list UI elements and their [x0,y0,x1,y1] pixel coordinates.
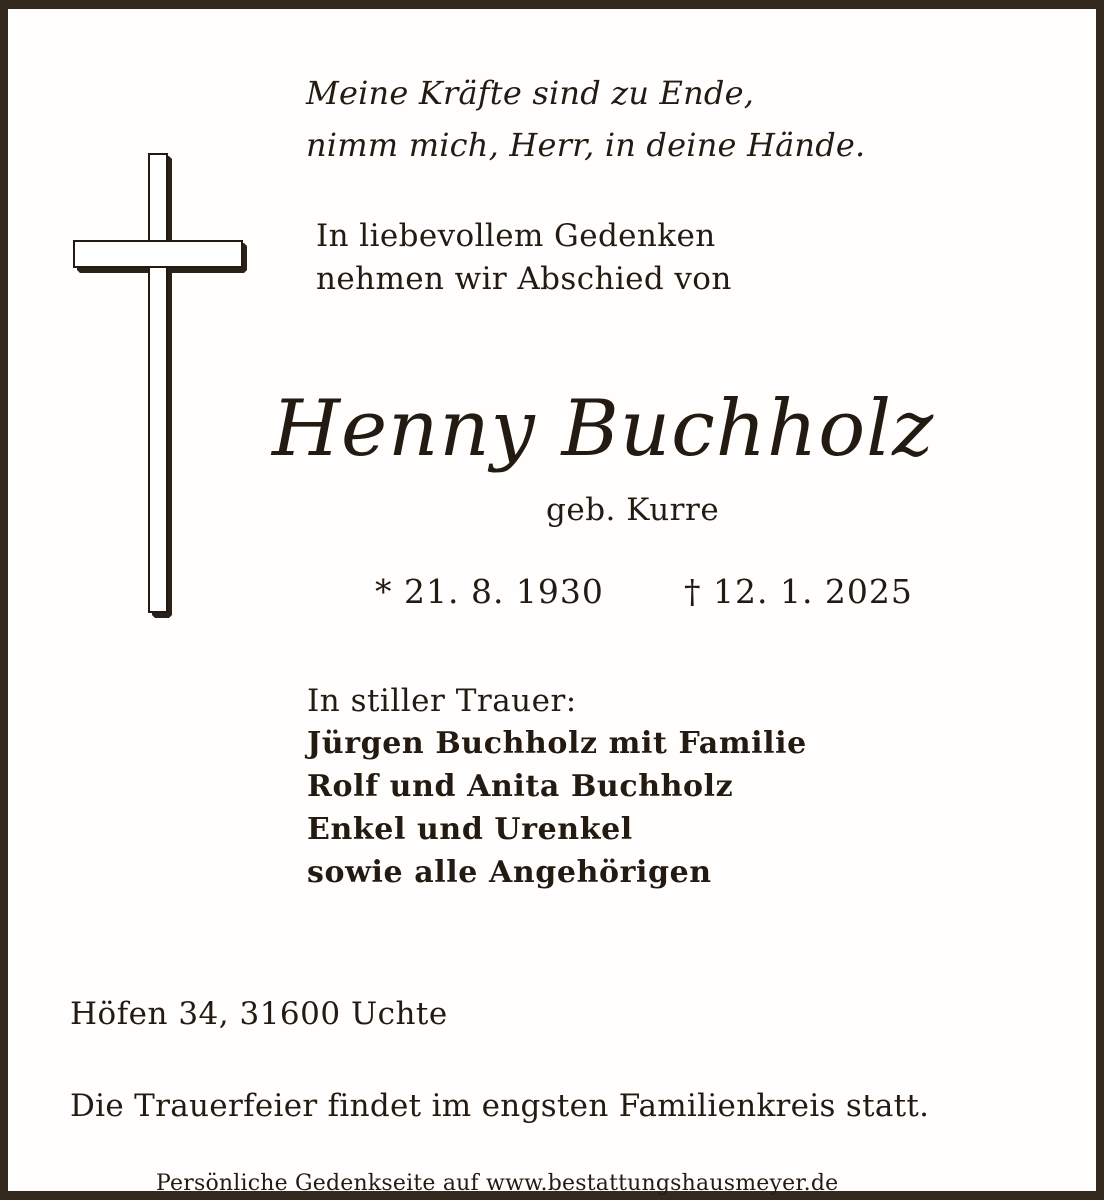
mourner-entry: Enkel und Urenkel [307,812,633,847]
verse-line-1: Meine Kräfte sind zu Ende, [306,74,755,112]
intro-text [316,215,732,301]
verse [306,67,865,171]
ceremony-note: Die Trauerfeier findet im engsten Familienkreis statt. [70,1088,930,1124]
address: Höfen 34, 31600 Uchte [70,996,448,1032]
mourners-list [307,722,807,894]
memorial-page-link[interactable]: Persönliche Gedenkseite auf www.bestattungshausmeyer.de [156,1171,839,1196]
intro-line-2: nehmen wir Abschied von [316,261,732,297]
latin-cross-icon [68,149,258,629]
birth-date: * 21. 8. 1930 [375,572,604,611]
mourners-label: In stiller Trauer: [307,683,577,719]
mourner-entry: Rolf und Anita Buchholz [307,769,734,804]
mourner-entry: sowie alle Angehörigen [307,855,712,890]
maiden-name: geb. Kurre [546,492,720,528]
verse-line-2: nimm mich, Herr, in deine Hände. [306,126,866,164]
death-date: † 12. 1. 2025 [684,572,913,611]
mourner-entry: Jürgen Buchholz mit Familie [307,726,807,761]
deceased-name: Henny Buchholz [272,384,935,474]
intro-line-1: In liebevollem Gedenken [316,218,716,254]
